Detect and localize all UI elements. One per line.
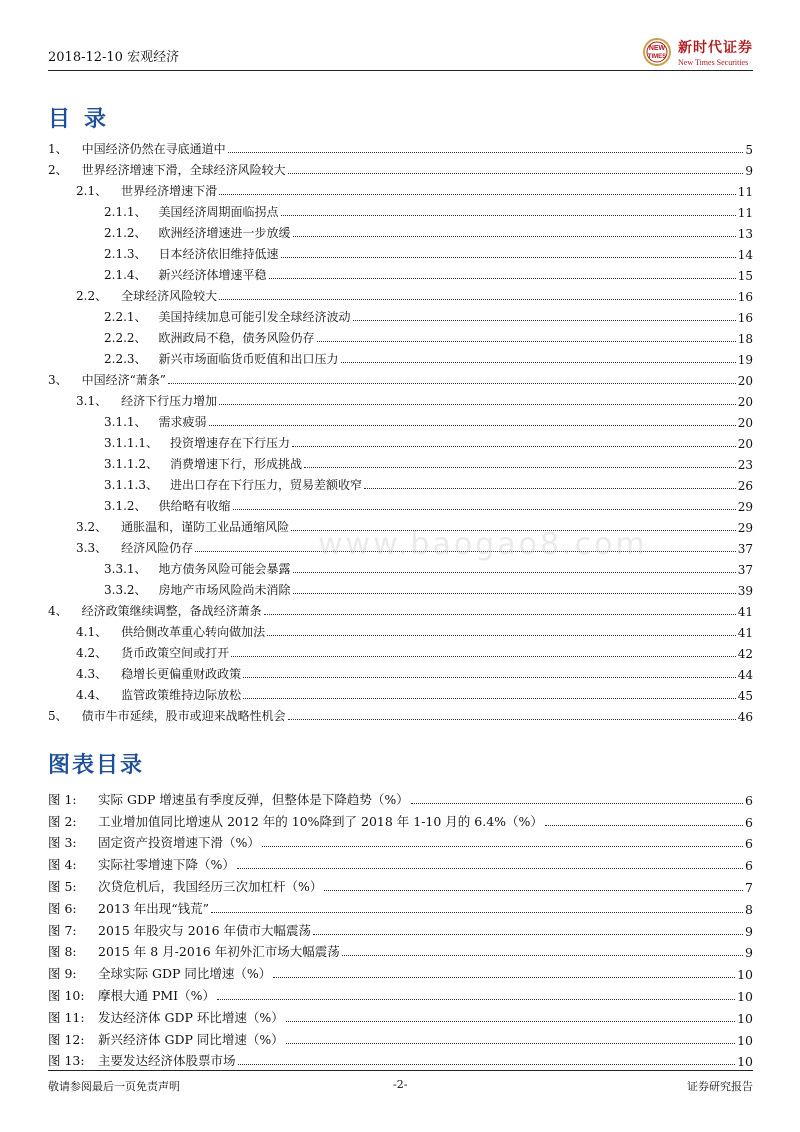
toc-entry-title: 欧洲政局不稳，债务风险仍存 (158, 331, 315, 345)
dot-leader (262, 846, 743, 847)
dot-leader (209, 425, 736, 426)
figure-entry[interactable] (48, 851, 753, 873)
toc-entry-title: 美国持续加息可能引发全球经济波动 (158, 310, 351, 324)
dot-leader (293, 593, 736, 594)
figure-entry-number: 图 11: (48, 1009, 85, 1025)
toc-entry-page: 23 (737, 458, 753, 472)
toc-entry[interactable] (48, 346, 753, 367)
dot-leader (168, 383, 736, 384)
toc-entry-page: 19 (737, 353, 753, 367)
toc-entry-title: 房地产市场风险尚未消除 (158, 583, 291, 597)
toc-entry-number: 3.1.1.3、 (104, 478, 158, 492)
footer-rule (48, 1070, 753, 1071)
toc-entry-page: 37 (737, 563, 753, 577)
figure-entry-title: 工业增加值同比增速从 2012 年的 10%降到了 2018 年 1-10 月的 6.4%（%） (98, 813, 543, 829)
footer-report-type: 证券研究报告 (687, 1080, 753, 1093)
company-logo (640, 36, 753, 68)
dot-leader (269, 278, 736, 279)
toc-entry-number: 3.3.1、 (104, 562, 147, 576)
figure-entry-title: 新兴经济体 GDP 同比增速（%） (98, 1031, 284, 1047)
dot-leader (243, 698, 736, 699)
toc-entry-page: 20 (737, 395, 753, 409)
toc-entry-title: 供给略有收缩 (158, 499, 231, 513)
figure-entry-title: 次贷危机后，我国经历三次加杠杆（%） (98, 878, 323, 894)
toc-entry-title: 监管政策维持边际放松 (121, 688, 242, 702)
figure-entry-page: 10 (737, 1054, 753, 1070)
figure-entry[interactable] (48, 982, 753, 1004)
toc-entry-page: 5 (745, 143, 753, 157)
toc-entry-page: 39 (737, 584, 753, 598)
figure-entry-number: 图 7: (48, 922, 77, 938)
toc-entry-page: 20 (737, 416, 753, 430)
toc-entry-page: 26 (737, 479, 753, 493)
figure-entry-number: 图 2: (48, 813, 77, 829)
dot-leader (237, 868, 743, 869)
toc-entry-page: 45 (737, 689, 753, 703)
toc-entry-title: 经济政策继续调整，备战经济萧条 (81, 604, 262, 618)
figure-entry-title: 摩根大通 PMI（%） (98, 987, 215, 1003)
toc-entry-title: 美国经济周期面临拐点 (158, 205, 279, 219)
figure-entry-number: 图 6: (48, 900, 77, 916)
dot-leader (288, 719, 736, 720)
dot-leader (411, 803, 743, 804)
figure-entry[interactable] (48, 1004, 753, 1026)
toc-entry-title: 投资增速存在下行压力 (169, 436, 290, 450)
toc-entry-title: 供给侧改革重心转向做加法 (121, 625, 266, 639)
figure-entry-page: 8 (745, 901, 753, 917)
toc-entry-page: 14 (737, 248, 753, 262)
dot-leader (219, 194, 736, 195)
dot-leader (342, 955, 743, 956)
dot-leader (228, 152, 744, 153)
toc-entry-page: 16 (737, 290, 753, 304)
toc-entry-page: 11 (737, 185, 753, 199)
toc-entry-page: 29 (737, 521, 753, 535)
figure-entry-title: 固定资产投资增速下滑（%） (98, 835, 260, 851)
toc-entry[interactable] (48, 682, 753, 703)
dot-leader (288, 173, 744, 174)
toc-entry-title: 新兴经济体增速平稳 (158, 268, 267, 282)
toc-entry-page: 20 (737, 437, 753, 451)
toc-entry[interactable] (48, 157, 753, 178)
figure-entry-number: 图 1: (48, 791, 77, 807)
toc-entry[interactable] (48, 619, 753, 640)
toc-entry-page: 46 (737, 710, 753, 724)
dot-leader (293, 236, 736, 237)
toc-entry[interactable] (48, 640, 753, 661)
toc-entry[interactable] (48, 199, 753, 220)
toc-entry-number: 3.3.2、 (104, 583, 147, 597)
toc-entry-number: 2、 (48, 163, 68, 177)
figure-entry[interactable] (48, 873, 753, 895)
toc-entry-page: 18 (737, 332, 753, 346)
toc-entry-title: 中国经济“萧条” (81, 373, 166, 387)
header-rule (48, 70, 753, 71)
figure-entry[interactable] (48, 786, 753, 808)
dot-leader (217, 999, 735, 1000)
toc-entry-page: 41 (737, 626, 753, 640)
dot-leader (243, 677, 736, 678)
toc-entry[interactable] (48, 241, 753, 262)
toc-entry-number: 4.3、 (76, 667, 108, 681)
toc-entry-number: 2.2.1、 (104, 310, 147, 324)
toc-list (48, 136, 753, 724)
dot-leader (231, 656, 736, 657)
figure-entry[interactable] (48, 895, 753, 917)
header-date-topic: 2018-12-10 宏观经济 (48, 50, 180, 65)
footer-disclaimer: 敬请参阅最后一页免责声明 (48, 1080, 180, 1093)
toc-entry[interactable] (48, 661, 753, 682)
toc-entry-title: 世界经济增速下滑 (121, 184, 218, 198)
toc-entry-number: 4.4、 (76, 688, 108, 702)
figure-entry[interactable] (48, 808, 753, 830)
dot-leader (273, 977, 735, 978)
toc-entry-page: 42 (737, 647, 753, 661)
figure-entry-page: 6 (745, 836, 753, 852)
toc-entry-number: 2.2、 (76, 289, 108, 303)
dot-leader (292, 446, 736, 447)
toc-entry[interactable] (48, 409, 753, 430)
dot-leader (286, 1021, 735, 1022)
figure-entry-page: 7 (745, 879, 753, 895)
toc-entry-page: 41 (737, 605, 753, 619)
toc-entry-number: 3、 (48, 373, 68, 387)
figure-entry-page: 10 (737, 1032, 753, 1048)
figure-entry[interactable] (48, 1048, 753, 1070)
toc-entry-title: 新兴市场面临货币贬值和出口压力 (158, 352, 339, 366)
dot-leader (293, 572, 736, 573)
toc-entry-page: 20 (737, 374, 753, 388)
footer-page-number: -2- (393, 1078, 408, 1091)
toc-entry-title: 债市牛市延续，股市或迎来战略性机会 (81, 709, 286, 723)
dot-leader (324, 890, 743, 891)
dot-leader (317, 341, 736, 342)
toc-entry-number: 2.1.2、 (104, 226, 147, 240)
toc-entry-number: 2.2.3、 (104, 352, 147, 366)
toc-entry-number: 4、 (48, 604, 68, 618)
toc-entry-number: 2.2.2、 (104, 331, 147, 345)
toc-entry-number: 4.2、 (76, 646, 108, 660)
figure-entry-number: 图 10: (48, 987, 85, 1003)
toc-entry-number: 3.1.1.1、 (104, 436, 158, 450)
toc-entry-title: 通胀温和，谨防工业品通缩风险 (121, 520, 290, 534)
dot-leader (364, 488, 736, 489)
figure-entry-number: 图 3: (48, 835, 77, 851)
toc-entry[interactable] (48, 367, 753, 388)
toc-entry-number: 1、 (48, 142, 68, 156)
figure-entry[interactable] (48, 830, 753, 852)
figure-entry-title: 全球实际 GDP 同比增速（%） (98, 966, 272, 982)
dot-leader (264, 614, 736, 615)
toc-entry-title: 全球经济风险较大 (121, 289, 218, 303)
dot-leader (341, 362, 736, 363)
toc-entry-page: 16 (737, 311, 753, 325)
toc-entry-page: 44 (737, 668, 753, 682)
dot-leader (238, 1064, 736, 1065)
dot-leader (267, 635, 736, 636)
toc-entry[interactable] (48, 325, 753, 346)
figure-entry-title: 2013 年出现“钱荒” (98, 900, 210, 916)
figure-entry-title: 发达经济体 GDP 环比增速（%） (98, 1009, 284, 1025)
toc-entry-page: 29 (737, 500, 753, 514)
figure-entry[interactable] (48, 960, 753, 982)
dot-leader (353, 320, 736, 321)
logo-mark-icon (640, 37, 674, 67)
toc-entry-title: 日本经济依旧维持低速 (158, 247, 279, 261)
toc-entry[interactable] (48, 430, 753, 451)
toc-entry[interactable] (48, 178, 753, 199)
figure-entry-page: 10 (737, 988, 753, 1004)
logo-en-text: New Times Securities (678, 58, 749, 67)
toc-entry-page: 13 (737, 227, 753, 241)
figure-entry-title: 2015 年 8 月-2016 年初外汇市场大幅震荡 (98, 944, 340, 960)
svg-text:TIMES: TIMES (647, 54, 667, 60)
dot-leader (211, 912, 743, 913)
toc-entry-title: 地方债务风险可能会暴露 (158, 562, 291, 576)
toc-entry-title: 货币政策空间或打开 (121, 646, 230, 660)
toc-entry-number: 4.1、 (76, 625, 108, 639)
toc-entry-title: 消费增速下行，形成挑战 (169, 457, 302, 471)
logo-cn-text: 新时代证券 (678, 40, 753, 56)
toc-entry-number: 2.1、 (76, 184, 108, 198)
figure-entry[interactable] (48, 1026, 753, 1048)
dot-leader (281, 215, 736, 216)
figure-entry-page: 9 (745, 945, 753, 961)
figure-entry-page: 6 (745, 792, 753, 808)
dot-leader (286, 1043, 735, 1044)
toc-entry[interactable] (48, 493, 753, 514)
toc-entry-title: 进出口存在下行压力，贸易差额收窄 (169, 478, 362, 492)
toc-entry-number: 3.1.1、 (104, 415, 147, 429)
figure-entry-title: 实际 GDP 增速虽有季度反弹，但整体是下降趋势（%） (98, 791, 409, 807)
figure-entry-number: 图 13: (48, 1053, 85, 1069)
toc-entry-title: 经济风险仍存 (121, 541, 194, 555)
toc-entry-number: 5、 (48, 709, 68, 723)
toc-entry-title: 世界经济增速下滑，全球经济风险较大 (81, 163, 286, 177)
page-header (48, 36, 753, 72)
figure-entry-title: 实际社零增速下降（%） (98, 857, 235, 873)
toc-entry[interactable] (48, 304, 753, 325)
dot-leader (545, 825, 743, 826)
toc-entry[interactable] (48, 220, 753, 241)
dot-leader (313, 934, 743, 935)
figure-entry-page: 9 (745, 923, 753, 939)
toc-entry-page: 37 (737, 542, 753, 556)
toc-entry-number: 3.2、 (76, 520, 108, 534)
toc-entry[interactable] (48, 703, 753, 724)
toc-entry-title: 经济下行压力增加 (121, 394, 218, 408)
figure-entry-title: 2015 年股灾与 2016 年债市大幅震荡 (98, 922, 312, 938)
figure-entry-page: 10 (737, 1010, 753, 1026)
figure-entry-page: 6 (745, 858, 753, 874)
toc-entry-number: 3.1、 (76, 394, 108, 408)
dot-leader (219, 299, 736, 300)
toc-entry[interactable] (48, 598, 753, 619)
dot-leader (304, 467, 736, 468)
figure-entry-number: 图 5: (48, 878, 77, 894)
dot-leader (233, 509, 736, 510)
toc-entry-number: 3.3、 (76, 541, 108, 555)
toc-entry[interactable] (48, 577, 753, 598)
figure-entry-number: 图 12: (48, 1031, 85, 1047)
figure-entry-number: 图 9: (48, 966, 77, 982)
toc-entry-number: 2.1.1、 (104, 205, 147, 219)
dot-leader (219, 404, 736, 405)
toc-heading: 目录 (48, 107, 121, 132)
figure-entry-page: 6 (745, 814, 753, 830)
svg-text:NEW: NEW (648, 45, 666, 52)
toc-entry[interactable] (48, 262, 753, 283)
dot-leader (281, 257, 736, 258)
toc-entry-title: 欧洲经济增速进一步放缓 (158, 226, 291, 240)
toc-entry-page: 15 (737, 269, 753, 283)
toc-entry-number: 2.1.4、 (104, 268, 147, 282)
figure-entry-page: 10 (737, 967, 753, 983)
toc-entry[interactable] (48, 283, 753, 304)
toc-entry-page: 11 (737, 206, 753, 220)
toc-entry[interactable] (48, 136, 753, 157)
toc-entry[interactable] (48, 388, 753, 409)
toc-entry-number: 2.1.3、 (104, 247, 147, 261)
toc-entry-title: 中国经济仍然在寻底通道中 (81, 142, 226, 156)
figures-heading: 图表目录 (48, 753, 145, 778)
toc-entry-page: 9 (745, 164, 753, 178)
toc-entry-number: 3.1.1.2、 (104, 457, 158, 471)
toc-entry-title: 需求疲弱 (158, 415, 207, 429)
figure-entry[interactable] (48, 917, 753, 939)
figure-entry-number: 图 8: (48, 944, 77, 960)
toc-entry-title: 稳增长更偏重财政政策 (121, 667, 242, 681)
toc-entry[interactable] (48, 451, 753, 472)
figure-entry-number: 图 4: (48, 857, 77, 873)
figure-entry-title: 主要发达经济体股票市场 (98, 1053, 236, 1069)
toc-entry-number: 3.1.2、 (104, 499, 147, 513)
figure-entry[interactable] (48, 939, 753, 961)
watermark: www.baogao8.com (318, 527, 648, 562)
figures-list (48, 786, 753, 1069)
toc-entry[interactable] (48, 472, 753, 493)
